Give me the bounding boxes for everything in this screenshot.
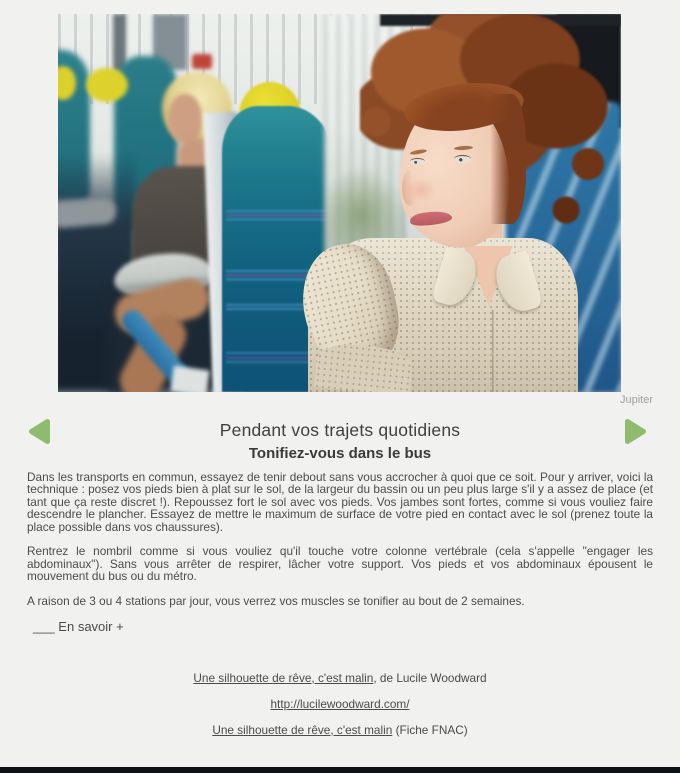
- article-body: [27, 471, 653, 646]
- prev-arrow-icon: [28, 418, 51, 445]
- link-line: [27, 698, 653, 710]
- more-label: ___ En savoir +: [33, 619, 124, 635]
- website-link[interactable]: http://lucilewoodward.com/: [270, 697, 410, 711]
- link-suffix: , de Lucile Woodward: [373, 671, 487, 685]
- paragraph-3: A raison de 3 ou 4 stations par jour, vous verrez vos muscles se tonifier au bout de 2 semaines.: [27, 593, 525, 608]
- slide-title: Pendant vos trajets quotidiens: [219, 420, 461, 440]
- link-line: [27, 724, 653, 736]
- photo-seat-frame: [170, 366, 209, 392]
- photo-eye: [454, 155, 471, 163]
- photo-blouse-buttons: [488, 310, 498, 392]
- photo-eye: [410, 158, 425, 165]
- article-photo: [58, 14, 621, 392]
- paragraph-2: Rentrez le nombril comme si vous vouliez qu'il touche votre colonne vertébrale (cela s'appelle "engager les abdominaux"). Sans vous arrêter de respirer, lâcher votre support. Vos pieds et vos abdominaux épousent le mouvement du bus ou du métro.: [27, 544, 653, 584]
- prev-slide-button[interactable]: [28, 418, 51, 445]
- bottom-bar: [0, 767, 680, 773]
- fnac-link[interactable]: Une silhouette de rêve, c'est malin: [212, 723, 393, 737]
- link-suffix: (Fiche FNAC): [392, 723, 468, 737]
- book-link[interactable]: Une silhouette de rêve, c'est malin: [193, 671, 374, 685]
- photo-cheek: [406, 178, 436, 202]
- slide-header: [0, 414, 680, 462]
- photo-credit: Jupiter: [619, 394, 653, 406]
- next-slide-button[interactable]: [624, 418, 647, 445]
- next-arrow-icon: [624, 418, 647, 445]
- photo-red-sign: [192, 54, 212, 69]
- slide-subtitle: Tonifiez-vous dans le bus: [248, 445, 432, 462]
- reference-links: [27, 672, 653, 750]
- photo-background-woman-face: [168, 94, 202, 144]
- photo-foreground-woman-hair: [490, 94, 526, 224]
- photo-yellow-handle: [86, 68, 128, 102]
- link-line: [27, 672, 653, 684]
- paragraph-1: Dans les transports en commun, essayez de tenir debout sans vous accrocher à quoi que ce soit. Pour y arriver, voici la technique : posez vos pieds bien à plat sur le sol, de la largeur du bassin ou un peu plus large s'il y a assez de place (et tant que ça reste discret !). Repoussez fort le sol avec vos pieds. Vos jambes sont fortes, comme si vous vouliez faire descendre le plancher. Essayez de mettre le maximum de surface de votre pied en contact avec le sol (prenez toute la place possible dans vos chaussures).: [27, 470, 653, 534]
